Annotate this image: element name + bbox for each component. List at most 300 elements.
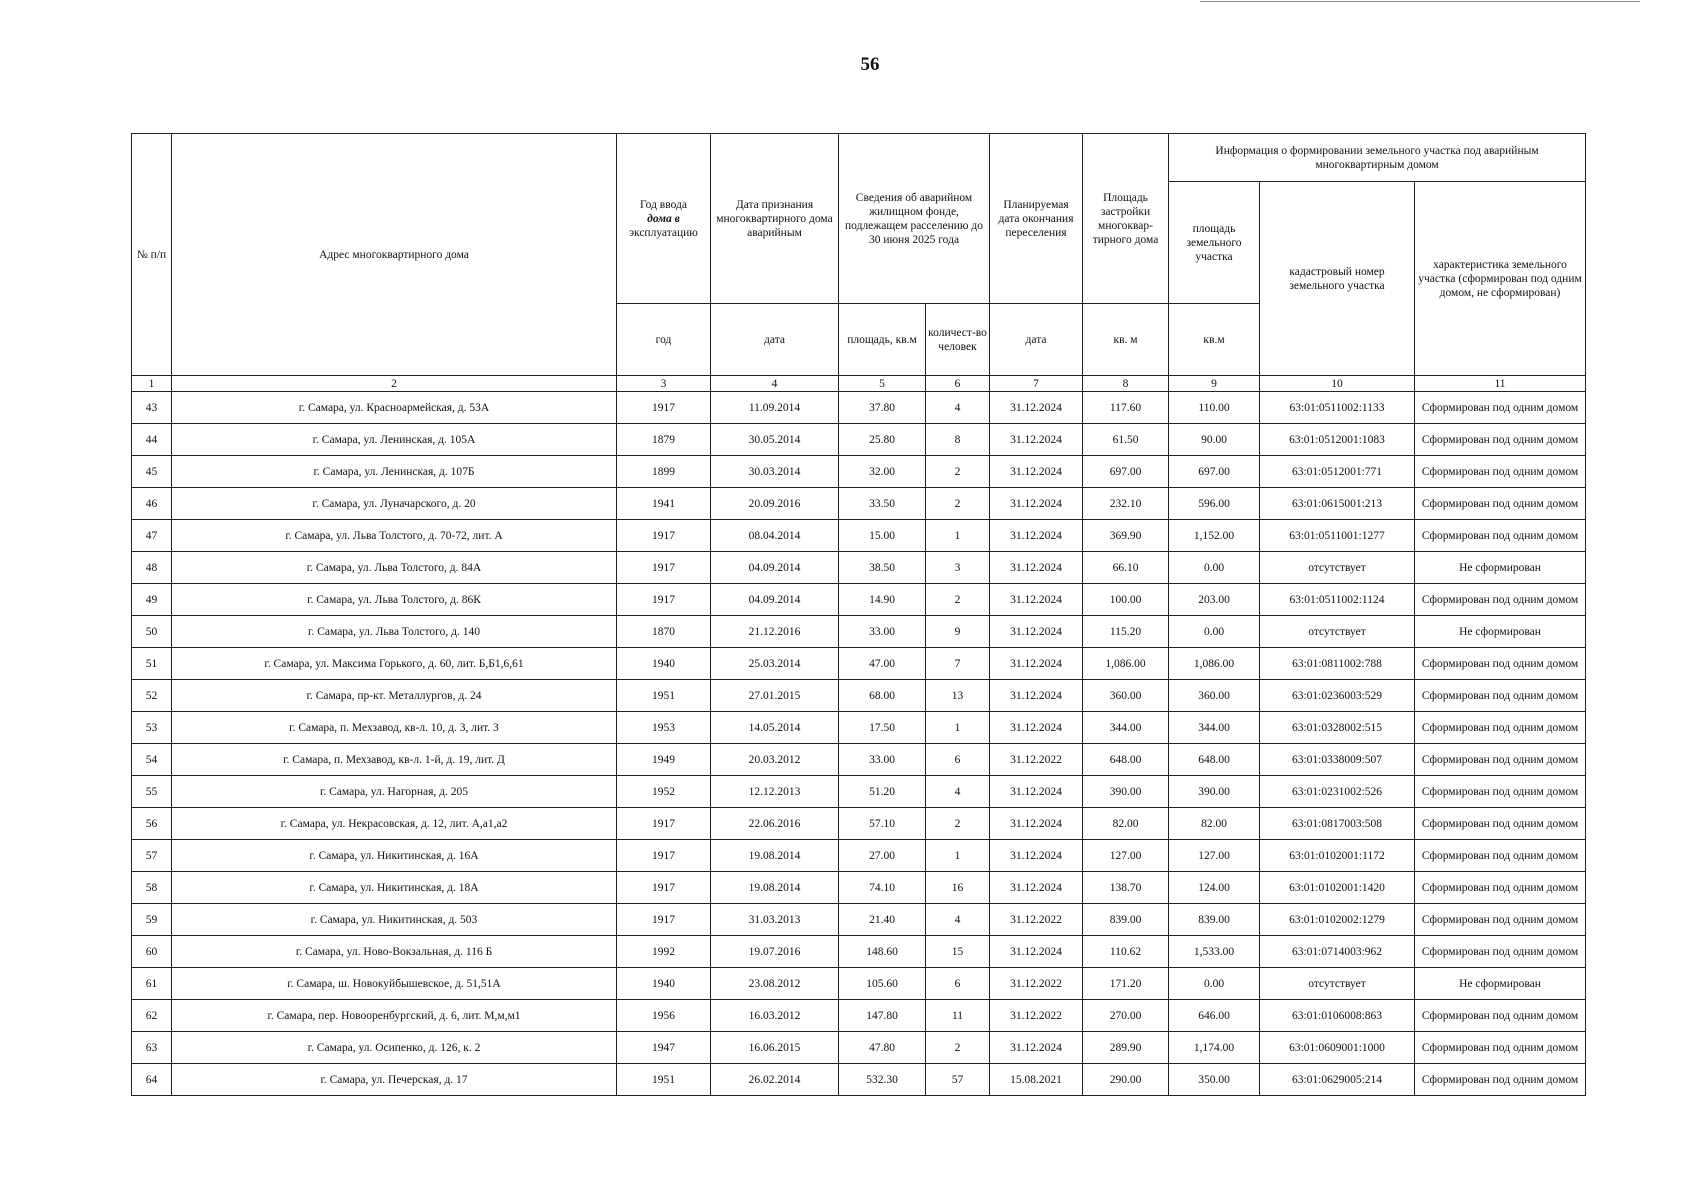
area-cell: 37.80 [839,392,926,424]
cadastral-number-cell: 63:01:0102001:1172 [1260,840,1415,872]
people-cell: 7 [926,648,990,680]
people-cell: 3 [926,552,990,584]
address-cell: г. Самара, ул. Льва Толстого, д. 86К [172,584,617,616]
cadastral-number-cell: 63:01:0609001:1000 [1260,1032,1415,1064]
table-row [132,712,1586,744]
cadastral-number-cell: 63:01:0338009:507 [1260,744,1415,776]
year-cell: 1956 [617,1000,711,1032]
land-area-cell: 390.00 [1169,776,1260,808]
planned-date-cell: 31.12.2024 [990,680,1083,712]
cadastral-number-cell: 63:01:0817003:508 [1260,808,1415,840]
building-area-cell: 344.00 [1083,712,1169,744]
year-cell: 1870 [617,616,711,648]
column-number-cell: 8 [1083,376,1169,392]
planned-date-cell: 31.12.2024 [990,872,1083,904]
date-recognized-cell: 25.03.2014 [711,648,839,680]
land-area-cell: 203.00 [1169,584,1260,616]
land-status-cell: Сформирован под одним домом [1415,392,1586,424]
land-area-cell: 124.00 [1169,872,1260,904]
unit-date: дата [711,304,839,376]
date-recognized-cell: 26.02.2014 [711,1064,839,1096]
planned-date-cell: 31.12.2024 [990,712,1083,744]
address-cell: г. Самара, ул. Никитинская, д. 16А [172,840,617,872]
unit-date2: дата [990,304,1083,376]
address-cell: г. Самара, пр-кт. Металлургов, д. 24 [172,680,617,712]
building-area-cell: 369.90 [1083,520,1169,552]
address-cell: г. Самара, ул. Ленинская, д. 105А [172,424,617,456]
address-cell: г. Самара, ул. Нагорная, д. 205 [172,776,617,808]
row-number-cell: 54 [132,744,172,776]
planned-date-cell: 31.12.2022 [990,904,1083,936]
header-planned-date: Планируемая дата окончания переселения [990,134,1083,304]
people-cell: 1 [926,840,990,872]
header-emergency-fund: Сведения об аварийном жилищном фонде, подлежащем расселению до 30 июня 2025 года [839,134,990,304]
land-status-cell: Сформирован под одним домом [1415,1000,1586,1032]
people-cell: 9 [926,616,990,648]
date-recognized-cell: 30.03.2014 [711,456,839,488]
cadastral-number-cell: 63:01:0511002:1124 [1260,584,1415,616]
row-number-cell: 61 [132,968,172,1000]
cadastral-number-cell: 63:01:0231002:526 [1260,776,1415,808]
year-cell: 1949 [617,744,711,776]
planned-date-cell: 31.12.2022 [990,968,1083,1000]
year-cell: 1917 [617,392,711,424]
column-number-row [132,376,1586,392]
cadastral-number-cell: отсутствует [1260,552,1415,584]
people-cell: 1 [926,712,990,744]
address-cell: г. Самара, ул. Некрасовская, д. 12, лит. А,а1,а2 [172,808,617,840]
date-recognized-cell: 11.09.2014 [711,392,839,424]
row-number-cell: 46 [132,488,172,520]
row-number-cell: 44 [132,424,172,456]
area-cell: 25.80 [839,424,926,456]
table-row [132,616,1586,648]
people-cell: 6 [926,968,990,1000]
people-cell: 13 [926,680,990,712]
row-number-cell: 57 [132,840,172,872]
planned-date-cell: 31.12.2022 [990,744,1083,776]
land-area-cell: 360.00 [1169,680,1260,712]
date-recognized-cell: 23.08.2012 [711,968,839,1000]
people-cell: 4 [926,904,990,936]
people-cell: 2 [926,488,990,520]
row-number-cell: 43 [132,392,172,424]
planned-date-cell: 31.12.2024 [990,584,1083,616]
table-row [132,424,1586,456]
date-recognized-cell: 19.08.2014 [711,840,839,872]
date-recognized-cell: 21.12.2016 [711,616,839,648]
land-area-cell: 596.00 [1169,488,1260,520]
date-recognized-cell: 04.09.2014 [711,584,839,616]
date-recognized-cell: 31.03.2013 [711,904,839,936]
land-area-cell: 0.00 [1169,552,1260,584]
row-number-cell: 48 [132,552,172,584]
year-cell: 1917 [617,552,711,584]
area-cell: 532.30 [839,1064,926,1096]
table-row [132,456,1586,488]
top-border-line [1200,1,1640,2]
building-area-cell: 110.62 [1083,936,1169,968]
land-area-cell: 648.00 [1169,744,1260,776]
header-number: № п/п [132,134,172,376]
table-row [132,872,1586,904]
area-cell: 38.50 [839,552,926,584]
area-cell: 27.00 [839,840,926,872]
cadastral-number-cell: 63:01:0511001:1277 [1260,520,1415,552]
year-cell: 1952 [617,776,711,808]
planned-date-cell: 15.08.2021 [990,1064,1083,1096]
header-land-info: Информация о формировании земельного участка под аварийным многоквартирным домом [1169,134,1586,182]
row-number-cell: 47 [132,520,172,552]
date-recognized-cell: 16.06.2015 [711,1032,839,1064]
building-area-cell: 138.70 [1083,872,1169,904]
table-body [132,392,1586,1096]
header-characteristic: характеристика земельного участка (сформирован под одним домом, не сформирован) [1415,182,1586,376]
land-area-cell: 82.00 [1169,808,1260,840]
header-year-line3: эксплуатацию [629,226,698,239]
building-area-cell: 839.00 [1083,904,1169,936]
people-cell: 2 [926,1032,990,1064]
planned-date-cell: 31.12.2024 [990,520,1083,552]
table-row [132,808,1586,840]
land-status-cell: Сформирован под одним домом [1415,712,1586,744]
land-status-cell: Сформирован под одним домом [1415,1032,1586,1064]
date-recognized-cell: 19.07.2016 [711,936,839,968]
table-row [132,776,1586,808]
land-status-cell: Не сформирован [1415,552,1586,584]
date-recognized-cell: 20.09.2016 [711,488,839,520]
planned-date-cell: 31.12.2024 [990,392,1083,424]
building-area-cell: 115.20 [1083,616,1169,648]
people-cell: 2 [926,584,990,616]
land-status-cell: Сформирован под одним домом [1415,424,1586,456]
table-row [132,680,1586,712]
column-number-cell: 7 [990,376,1083,392]
row-number-cell: 56 [132,808,172,840]
land-area-cell: 0.00 [1169,616,1260,648]
year-cell: 1917 [617,808,711,840]
date-recognized-cell: 12.12.2013 [711,776,839,808]
table-row [132,904,1586,936]
people-cell: 6 [926,744,990,776]
land-status-cell: Сформирован под одним домом [1415,904,1586,936]
emergency-housing-table [131,133,1586,1096]
building-area-cell: 289.90 [1083,1032,1169,1064]
date-recognized-cell: 30.05.2014 [711,424,839,456]
column-number-cell: 6 [926,376,990,392]
cadastral-number-cell: 63:01:0102001:1420 [1260,872,1415,904]
address-cell: г. Самара, ул. Красноармейская, д. 53А [172,392,617,424]
table-row [132,1064,1586,1096]
table-row [132,840,1586,872]
unit-area: площадь, кв.м [839,304,926,376]
planned-date-cell: 31.12.2024 [990,808,1083,840]
column-number-cell: 11 [1415,376,1586,392]
area-cell: 14.90 [839,584,926,616]
table-row [132,520,1586,552]
land-status-cell: Сформирован под одним домом [1415,808,1586,840]
table-row [132,648,1586,680]
year-cell: 1917 [617,584,711,616]
year-cell: 1940 [617,968,711,1000]
row-number-cell: 51 [132,648,172,680]
row-number-cell: 64 [132,1064,172,1096]
land-status-cell: Сформирован под одним домом [1415,520,1586,552]
cadastral-number-cell: 63:01:0512001:1083 [1260,424,1415,456]
address-cell: г. Самара, ул. Луначарского, д. 20 [172,488,617,520]
row-number-cell: 53 [132,712,172,744]
area-cell: 51.20 [839,776,926,808]
row-number-cell: 52 [132,680,172,712]
cadastral-number-cell: отсутствует [1260,616,1415,648]
area-cell: 32.00 [839,456,926,488]
land-status-cell: Сформирован под одним домом [1415,584,1586,616]
year-cell: 1951 [617,1064,711,1096]
column-number-cell: 10 [1260,376,1415,392]
year-cell: 1947 [617,1032,711,1064]
planned-date-cell: 31.12.2024 [990,488,1083,520]
land-area-cell: 1,174.00 [1169,1032,1260,1064]
table-row [132,488,1586,520]
building-area-cell: 648.00 [1083,744,1169,776]
people-cell: 8 [926,424,990,456]
table-row [132,552,1586,584]
people-cell: 2 [926,808,990,840]
people-cell: 4 [926,392,990,424]
land-area-cell: 344.00 [1169,712,1260,744]
people-cell: 16 [926,872,990,904]
unit-sqm2: кв.м [1169,304,1260,376]
planned-date-cell: 31.12.2024 [990,552,1083,584]
year-cell: 1941 [617,488,711,520]
planned-date-cell: 31.12.2024 [990,1032,1083,1064]
unit-year: год [617,304,711,376]
table-row [132,744,1586,776]
unit-people: количест-во человек [926,304,990,376]
date-recognized-cell: 19.08.2014 [711,872,839,904]
land-area-cell: 1,086.00 [1169,648,1260,680]
people-cell: 11 [926,1000,990,1032]
cadastral-number-cell: 63:01:0102002:1279 [1260,904,1415,936]
area-cell: 74.10 [839,872,926,904]
planned-date-cell: 31.12.2024 [990,616,1083,648]
planned-date-cell: 31.12.2024 [990,840,1083,872]
building-area-cell: 171.20 [1083,968,1169,1000]
land-area-cell: 350.00 [1169,1064,1260,1096]
land-status-cell: Сформирован под одним домом [1415,648,1586,680]
address-cell: г. Самара, ул. Льва Толстого, д. 70-72, лит. А [172,520,617,552]
date-recognized-cell: 27.01.2015 [711,680,839,712]
year-cell: 1917 [617,904,711,936]
land-status-cell: Не сформирован [1415,616,1586,648]
land-status-cell: Не сформирован [1415,968,1586,1000]
building-area-cell: 82.00 [1083,808,1169,840]
area-cell: 17.50 [839,712,926,744]
land-area-cell: 90.00 [1169,424,1260,456]
address-cell: г. Самара, ул. Никитинская, д. 18А [172,872,617,904]
table-header [132,134,1586,392]
cadastral-number-cell: 63:01:0106008:863 [1260,1000,1415,1032]
address-cell: г. Самара, пер. Новооренбургский, д. 6, лит. М,м,м1 [172,1000,617,1032]
column-number-cell: 3 [617,376,711,392]
table-row [132,1032,1586,1064]
area-cell: 33.00 [839,744,926,776]
land-area-cell: 839.00 [1169,904,1260,936]
planned-date-cell: 31.12.2024 [990,648,1083,680]
people-cell: 57 [926,1064,990,1096]
address-cell: г. Самара, ул. Никитинская, д. 503 [172,904,617,936]
area-cell: 148.60 [839,936,926,968]
table-row [132,392,1586,424]
address-cell: г. Самара, п. Мехзавод, кв-л. 10, д. 3, лит. 3 [172,712,617,744]
building-area-cell: 232.10 [1083,488,1169,520]
land-status-cell: Сформирован под одним домом [1415,1064,1586,1096]
row-number-cell: 49 [132,584,172,616]
building-area-cell: 117.60 [1083,392,1169,424]
building-area-cell: 270.00 [1083,1000,1169,1032]
cadastral-number-cell: 63:01:0714003:962 [1260,936,1415,968]
land-area-cell: 646.00 [1169,1000,1260,1032]
land-area-cell: 697.00 [1169,456,1260,488]
year-cell: 1917 [617,840,711,872]
year-cell: 1951 [617,680,711,712]
cadastral-number-cell: 63:01:0328002:515 [1260,712,1415,744]
header-year [617,134,711,304]
date-recognized-cell: 14.05.2014 [711,712,839,744]
header-address: Адрес многоквартирного дома [172,134,617,376]
area-cell: 47.80 [839,1032,926,1064]
planned-date-cell: 31.12.2024 [990,456,1083,488]
area-cell: 21.40 [839,904,926,936]
table-row [132,1000,1586,1032]
address-cell: г. Самара, ул. Льва Толстого, д. 84А [172,552,617,584]
cadastral-number-cell: 63:01:0615001:213 [1260,488,1415,520]
land-status-cell: Сформирован под одним домом [1415,936,1586,968]
land-area-cell: 1,152.00 [1169,520,1260,552]
land-status-cell: Сформирован под одним домом [1415,776,1586,808]
address-cell: г. Самара, ул. Ленинская, д. 107Б [172,456,617,488]
people-cell: 15 [926,936,990,968]
people-cell: 1 [926,520,990,552]
row-number-cell: 63 [132,1032,172,1064]
area-cell: 47.00 [839,648,926,680]
date-recognized-cell: 22.06.2016 [711,808,839,840]
year-cell: 1953 [617,712,711,744]
address-cell: г. Самара, ул. Печерская, д. 17 [172,1064,617,1096]
date-recognized-cell: 16.03.2012 [711,1000,839,1032]
area-cell: 33.00 [839,616,926,648]
area-cell: 105.60 [839,968,926,1000]
building-area-cell: 390.00 [1083,776,1169,808]
planned-date-cell: 31.12.2024 [990,776,1083,808]
row-number-cell: 62 [132,1000,172,1032]
cadastral-number-cell: 63:01:0629005:214 [1260,1064,1415,1096]
cadastral-number-cell: 63:01:0236003:529 [1260,680,1415,712]
date-recognized-cell: 04.09.2014 [711,552,839,584]
land-status-cell: Сформирован под одним домом [1415,680,1586,712]
area-cell: 68.00 [839,680,926,712]
cadastral-number-cell: 63:01:0811002:788 [1260,648,1415,680]
planned-date-cell: 31.12.2024 [990,936,1083,968]
land-area-cell: 0.00 [1169,968,1260,1000]
building-area-cell: 100.00 [1083,584,1169,616]
building-area-cell: 1,086.00 [1083,648,1169,680]
header-year-line1: Год ввода [640,198,687,211]
building-area-cell: 127.00 [1083,840,1169,872]
header-year-line2: дома в [647,212,680,225]
row-number-cell: 59 [132,904,172,936]
table-row [132,968,1586,1000]
land-status-cell: Сформирован под одним домом [1415,456,1586,488]
header-date-recognized: Дата признания многоквартирного дома аварийным [711,134,839,304]
year-cell: 1879 [617,424,711,456]
land-area-cell: 127.00 [1169,840,1260,872]
building-area-cell: 290.00 [1083,1064,1169,1096]
land-area-cell: 1,533.00 [1169,936,1260,968]
address-cell: г. Самара, п. Мехзавод, кв-л. 1-й, д. 19, лит. Д [172,744,617,776]
year-cell: 1917 [617,872,711,904]
planned-date-cell: 31.12.2022 [990,1000,1083,1032]
column-number-cell: 4 [711,376,839,392]
row-number-cell: 60 [132,936,172,968]
table-row [132,936,1586,968]
land-status-cell: Сформирован под одним домом [1415,872,1586,904]
column-number-cell: 2 [172,376,617,392]
header-land-area: площадь земельного участка [1169,182,1260,304]
header-building-area: Площадь застройки многоквар-тирного дома [1083,134,1169,304]
area-cell: 147.80 [839,1000,926,1032]
people-cell: 4 [926,776,990,808]
column-number-cell: 1 [132,376,172,392]
land-area-cell: 110.00 [1169,392,1260,424]
building-area-cell: 61.50 [1083,424,1169,456]
building-area-cell: 360.00 [1083,680,1169,712]
row-number-cell: 55 [132,776,172,808]
year-cell: 1917 [617,520,711,552]
column-number-cell: 5 [839,376,926,392]
table-row [132,584,1586,616]
land-status-cell: Сформирован под одним домом [1415,744,1586,776]
area-cell: 57.10 [839,808,926,840]
column-number-cell: 9 [1169,376,1260,392]
row-number-cell: 58 [132,872,172,904]
land-status-cell: Сформирован под одним домом [1415,488,1586,520]
address-cell: г. Самара, ул. Максима Горького, д. 60, лит. Б,Б1,6,61 [172,648,617,680]
header-cadastral: кадастровый номер земельного участка [1260,182,1415,376]
page-number: 56 [860,54,880,75]
date-recognized-cell: 08.04.2014 [711,520,839,552]
people-cell: 2 [926,456,990,488]
cadastral-number-cell: 63:01:0512001:771 [1260,456,1415,488]
address-cell: г. Самара, ул. Льва Толстого, д. 140 [172,616,617,648]
area-cell: 15.00 [839,520,926,552]
year-cell: 1940 [617,648,711,680]
date-recognized-cell: 20.03.2012 [711,744,839,776]
year-cell: 1899 [617,456,711,488]
row-number-cell: 45 [132,456,172,488]
address-cell: г. Самара, ул. Ново-Вокзальная, д. 116 Б [172,936,617,968]
address-cell: г. Самара, ш. Новокуйбышевское, д. 51,51А [172,968,617,1000]
unit-sqm: кв. м [1083,304,1169,376]
address-cell: г. Самара, ул. Осипенко, д. 126, к. 2 [172,1032,617,1064]
year-cell: 1992 [617,936,711,968]
land-status-cell: Сформирован под одним домом [1415,840,1586,872]
row-number-cell: 50 [132,616,172,648]
area-cell: 33.50 [839,488,926,520]
planned-date-cell: 31.12.2024 [990,424,1083,456]
building-area-cell: 697.00 [1083,456,1169,488]
cadastral-number-cell: отсутствует [1260,968,1415,1000]
